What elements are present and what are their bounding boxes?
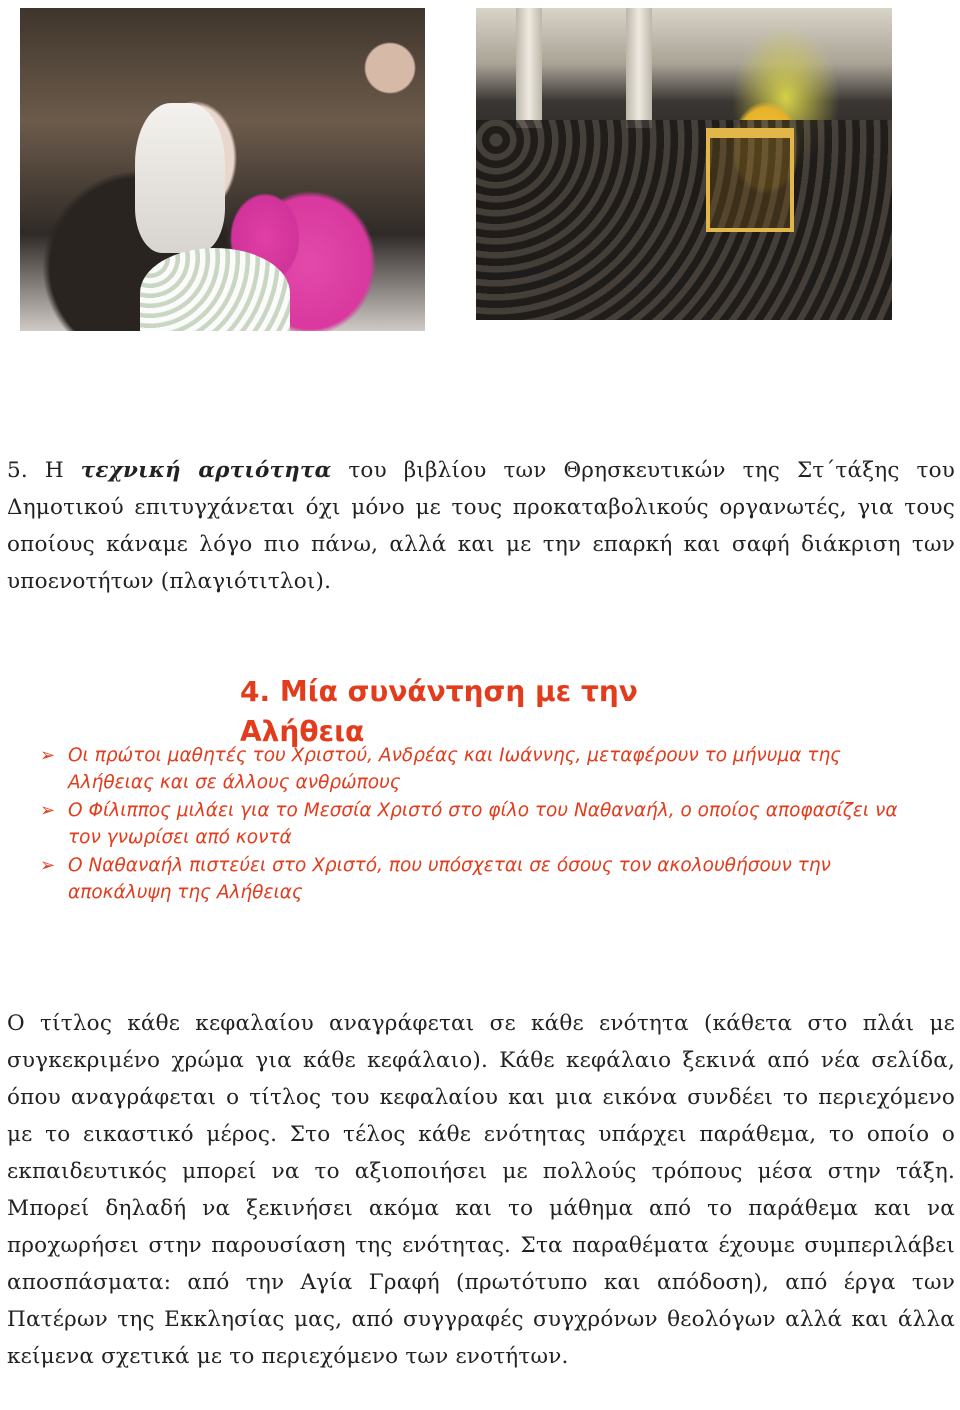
church-pillar: [516, 8, 542, 128]
slide-title: 4. Μία συνάντηση με την Αλήθεια: [240, 675, 638, 748]
slide-bullet: [40, 852, 920, 906]
slide-bullet: [40, 797, 920, 851]
emphasis-technical-quality: τεχνική αρτιότητα: [80, 458, 332, 483]
bullet-text: Ο Φίλιππος μιλάει για το Μεσσία Χριστό στο φίλο του Ναθαναήλ, ο οποίος αποφασίζει να τον γνωρίσει από κοντά: [68, 800, 898, 848]
slide-bullets: [40, 742, 920, 907]
crowd: [476, 120, 892, 320]
flower-bouquet: [140, 248, 290, 331]
paragraph-body: του βιβλίου των Θρησκευτικών της Στ΄τάξης του Δημοτικού επιτυγχάνεται όχι μόνο με τους προκαταβολικούς οργανωτές, για τους οποίους κάναμε λόγο πιο πάνω, αλλά και με την επαρκή και σαφή διάκριση των υποενοτήτων (πλαγιότιτλοι).: [7, 458, 956, 594]
bullet-text: Οι πρώτοι μαθητές του Χριστού, Ανδρέας και Ιωάννης, μεταφέρουν το μήνυμα της Αλήθειας και σε άλλους ανθρώπους: [68, 745, 842, 793]
bullet-text: Ο Ναθαναήλ πιστεύει στο Χριστό, που υπόσχεται σε όσους τον ακολουθήσουν την αποκάλυψη της Αλήθειας: [68, 855, 831, 903]
paragraph-chapter-structure: Ο τίτλος κάθε κεφαλαίου αναγράφεται σε κάθε ενότητα (κάθετα στο πλάι με συγκεκριμένο χρώμα για κάθε κεφάλαιο). Κάθε κεφάλαιο ξεκινά από νέα σελίδα, όπου αναγράφεται ο τίτλος του κεφαλαίου και μια εικόνα συνδέει το περιεχόμενο με το εικαστικό μέρος. Στο τέλος κάθε ενότητας υπάρχει παράθεμα, το οποίο ο εκπαιδευτικός μπορεί να το αξιοποιήσει με πολλούς τρόπους μέσα στην τάξη. Μπορεί δηλαδή να ξεκινήσει ακόμα και το μάθημα από το παράθεμα και να προχωρήσει στην παρουσίαση της ενότητας. Στα παραθέματα έχουμε συμπεριλάβει αποσπάσματα: από την Αγία Γραφή (πρωτότυπο και απόδοση), από έργα των Πατέρων της Εκκλησίας μας, από συγγραφές συγχρόνων θεολόγων αλλά και άλλα κείμενα σχετικά με το περιεχόμενο των ενοτήτων.: [7, 1011, 955, 1369]
patriarch-figure: [135, 103, 225, 253]
arrow-bullet-icon: ➢: [40, 800, 56, 821]
slide-bullet: [40, 742, 920, 796]
arrow-bullet-icon: ➢: [40, 855, 56, 876]
photo-patriarch-child: [20, 8, 425, 331]
paragraph-technical-quality: [7, 452, 955, 600]
procession-float: [706, 128, 794, 232]
arrow-bullet-icon: ➢: [40, 745, 56, 766]
church-pillar: [626, 8, 652, 128]
chapter-slide: [40, 672, 920, 917]
paragraph-prefix: 5. Η: [7, 458, 81, 483]
photo-crowd-procession: [476, 8, 892, 320]
